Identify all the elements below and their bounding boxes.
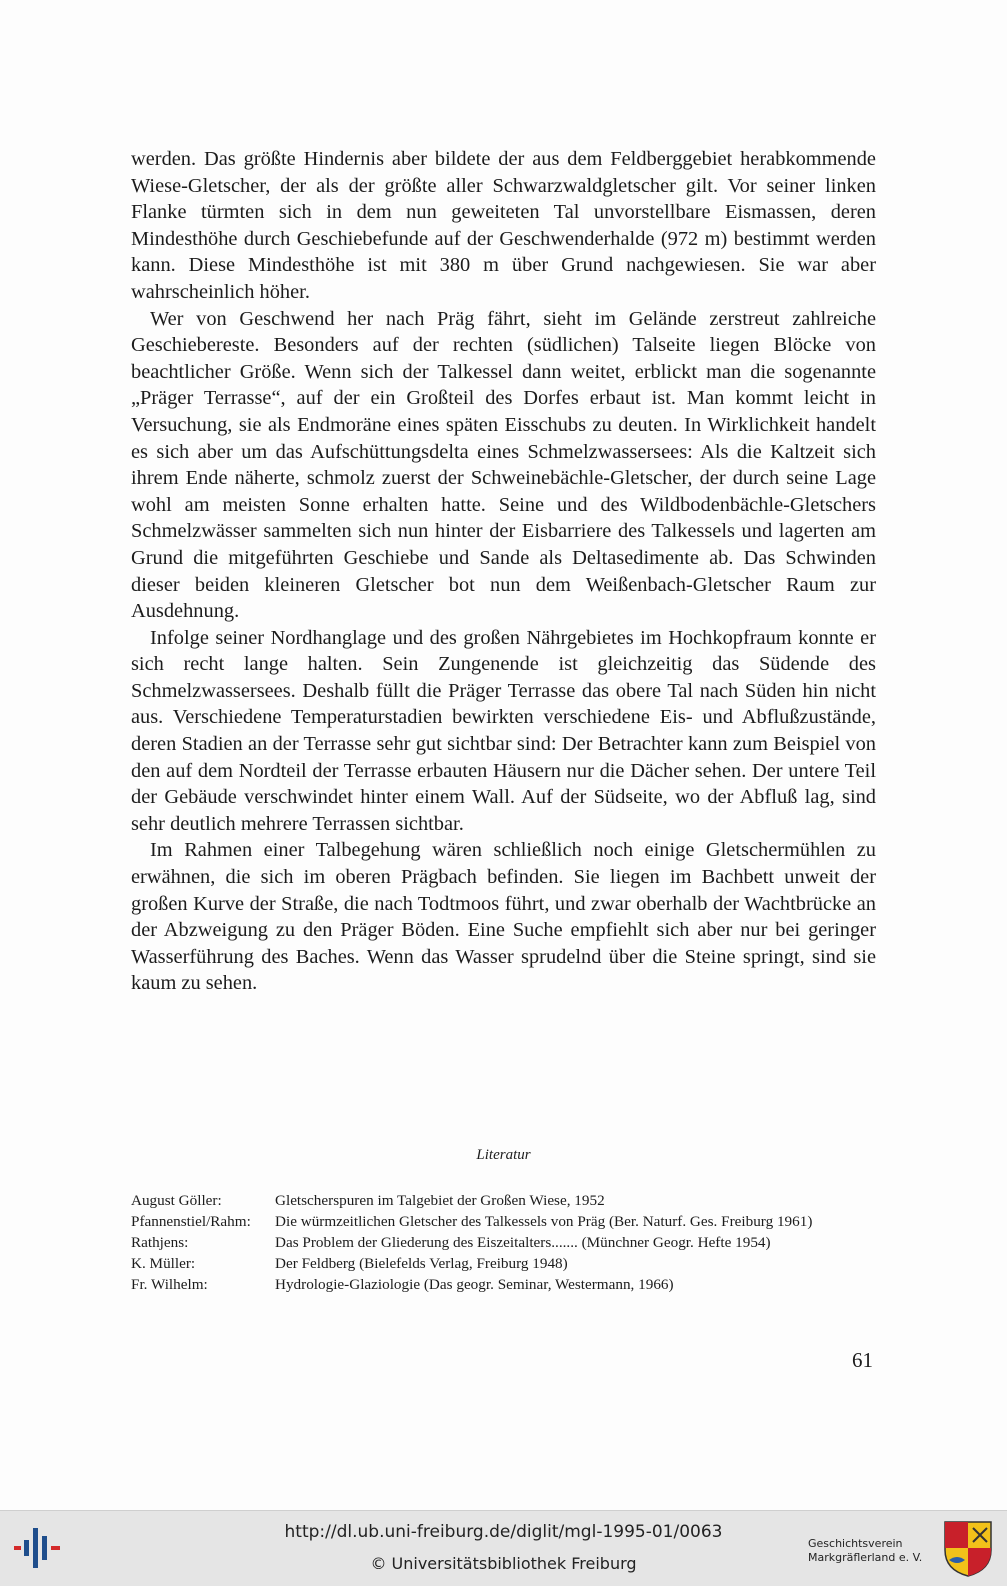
literature-entry [131,1190,876,1211]
literature-entry [131,1211,876,1232]
paragraph: Infolge seiner Nordhanglage und des großen Nährgebietes im Hochkopfraum konnte er sich recht lange halten. Sein Zungenende ist gleichzeitig das Südende des Schmelzwassersees. Deshalb füllt die Präger Terrasse das obere Tal nach Süden hin nicht aus. Verschiedene Temperaturstadien bewirkten verschiedene Eis- und Abflußzustände, deren Stadien an der Terrasse sehr gut sichtbar sind: Der Betrachter kann zum Beispiel von den auf dem Nordteil der Terrasse erbauten Häusern nur die Dächer sehen. Der untere Teil der Gebäude verschwindet hinter einem Wall. Auf der Südseite, wo der Abfluß lag, sind sehr deutlich mehrere Terrassen sichtbar. [131,626,876,835]
paragraph: werden. Das größte Hindernis aber bildete der aus dem Feldberggebiet herabkommende Wiese-Gletscher, der als der größte aller Schwarzwaldgletscher gilt. Vor seiner linken Flanke türmten sich in dem nun geweiteten Tal unvorstellbare Eismassen, deren Mindesthöhe durch Geschiebefunde auf der Geschwenderhalde (972 m) bestimmt werden kann. Diese Mindesthöhe ist mit 380 m über Grund nachgewiesen. Sie war aber wahrscheinlich höher. [131,148,876,303]
literature-work: Gletscherspuren im Talgebiet der Großen Wiese, 1952 [275,1192,605,1209]
literature-entry [131,1232,876,1253]
coat-of-arms-icon [943,1520,993,1578]
literature-heading: Literatur [476,1147,531,1163]
society-name-line: Markgräflerland e. V. [808,1551,923,1564]
literature-author: Pfannenstiel/Rahm: [131,1213,251,1230]
page-number: 61 [852,1348,873,1372]
body-text [131,146,876,997]
literature-work: Das Problem der Gliederung des Eiszeitalters....... (Münchner Geogr. Hefte 1954) [275,1234,771,1251]
literature-author: Rathjens: [131,1234,189,1251]
footer-copyright: © Universitätsbibliothek Freiburg [370,1554,637,1573]
literature-author: K. Müller: [131,1255,196,1272]
footer-bar [0,1510,1007,1586]
society-name [808,1537,922,1565]
literature-entry [131,1253,876,1274]
literature-author: August Göller: [131,1192,222,1209]
paragraph: Im Rahmen einer Talbegehung wären schließlich noch einige Gletschermühlen zu erwähnen, die sich im oberen Prägbach befinden. Sie liegen im Bachbett unweit der großen Kurve der Straße, die nach Todtmoos führt, und zwar oberhalb der Wachtbrücke an der Abzweigung zu den Präger Böden. Eine Suche empfiehlt sich aber nur bei geringer Wasserführung des Baches. Wenn das Wasser sprudelnd über die Steine springt, sind sie kaum zu sehen. [131,839,876,995]
literature-work: Der Feldberg (Bielefelds Verlag, Freiburg 1948) [275,1255,568,1272]
footer-url-link[interactable]: http://dl.ub.uni-freiburg.de/diglit/mgl-1995-01/0063 [284,1522,723,1542]
paragraph: Wer von Geschwend her nach Präg fährt, sieht im Gelände zerstreut zahlreiche Geschiebereste. Besonders auf der rechten (südlichen) Talseite liegen Blöcke von beachtlicher Größe. Wenn sich der Talkessel dann weitet, erblickt man die sogenannte „Präger Terrasse“, auf der ein Großteil des Dorfes erbaut ist. Man kommt leicht in Versuchung, sie als Endmoräne eines späten Eisschubs zu deuten. In Wirklichkeit handelt es sich aber um das Aufschüttungsdelta eines Schmelzwassersees: Als die Kaltzeit sich ihrem Ende näherte, schmolz zuerst der Schweinebächle-Gletscher, der durch seine Lage wohl am meisten Sonne erhalten hatte. Seine und des Wildbodenbächle-Gletschers Schmelzwässer sammelten sich nun hinter der Eisbarriere des Talkessels und lagerten am Grund die mitgeführten Geschiebe und Sande als Deltasedimente ab. Das Schwinden dieser beiden kleineren Gletscher bot nun dem Weißenbach-Gletscher Raum zur Ausdehnung. [131,307,876,623]
literature-entry [131,1274,876,1295]
literature-work: Hydrologie-Glaziologie (Das geogr. Seminar, Westermann, 1966) [275,1276,674,1293]
literature-list [131,1190,876,1295]
literature-work: Die würmzeitlichen Gletscher des Talkessels von Präg (Ber. Naturf. Ges. Freiburg 1961) [275,1213,813,1230]
society-name-line: Geschichtsverein [808,1537,903,1550]
literature-author: Fr. Wilhelm: [131,1276,208,1293]
